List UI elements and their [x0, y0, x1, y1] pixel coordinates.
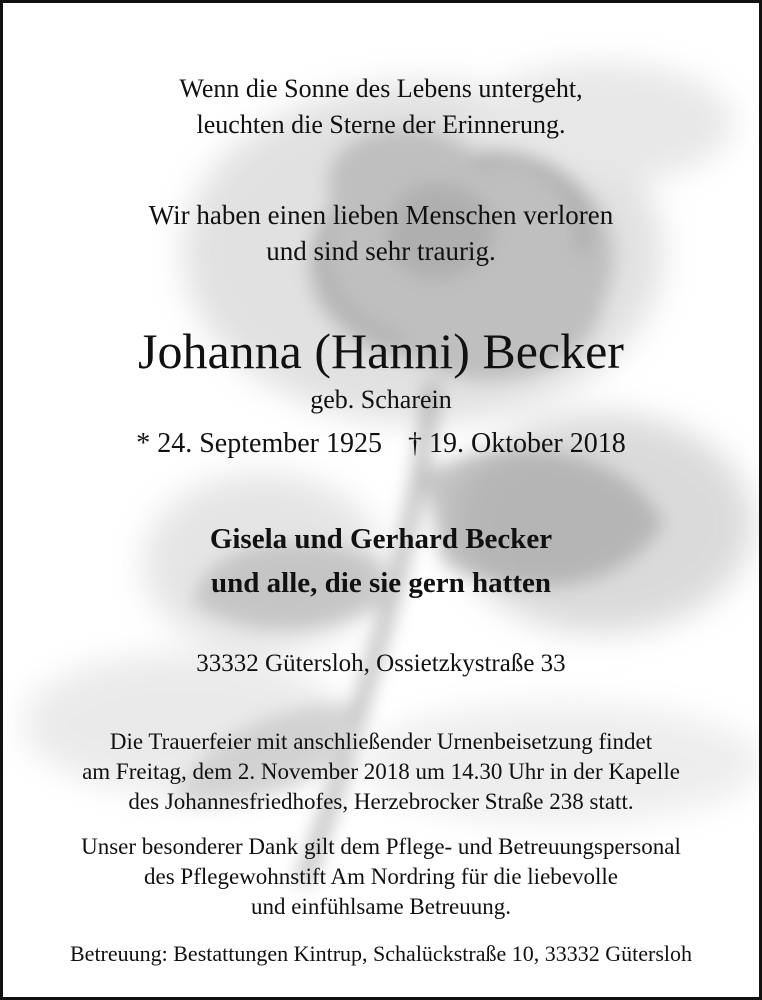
mourners-line: Gisela und Gerhard Becker [209, 523, 553, 555]
thanks-statement [3, 832, 759, 922]
deceased-name: Johanna (Hanni) Becker [138, 323, 624, 379]
service-line: am Freitag, dem 2. November 2018 um 14.30 Uhr in der Kapelle [82, 759, 680, 784]
service-line: Die Trauerfeier mit anschließender Urnenbeisetzung findet [109, 729, 653, 754]
funeral-service-info [3, 727, 759, 817]
loss-line: Wir haben einen lieben Menschen verloren [148, 200, 614, 230]
birth-date: * 24. September 1925 [136, 428, 382, 459]
motto-line: leuchten die Sterne der Erinnerung. [196, 110, 566, 139]
mourners-signature [3, 517, 759, 605]
undertaker-info: Betreuung: Bestattungen Kintrup, Schalückstraße 10, 33332 Gütersloh [70, 941, 692, 966]
loss-statement [3, 197, 759, 269]
thanks-line: und einfühlsame Betreuung. [251, 894, 511, 919]
mourners-line: und alle, die sie gern hatten [211, 567, 551, 599]
deceased-birth-name: geb. Scharein [310, 385, 452, 414]
motto-verse [3, 71, 759, 143]
mourners-address: 33332 Gütersloh, Ossietzkystraße 33 [196, 650, 566, 677]
service-line: des Johannesfriedhofes, Herzebrocker Straße 238 statt. [128, 789, 634, 814]
life-dates [3, 425, 759, 463]
death-date: † 19. Oktober 2018 [407, 428, 626, 459]
thanks-line: des Pflegewohnstift Am Nordring für die liebevolle [144, 864, 618, 889]
thanks-line: Unser besonderer Dank gilt dem Pflege- und Betreuungspersonal [81, 834, 681, 859]
motto-line: Wenn die Sonne des Lebens untergeht, [179, 74, 583, 103]
loss-line: und sind sehr traurig. [266, 236, 496, 266]
